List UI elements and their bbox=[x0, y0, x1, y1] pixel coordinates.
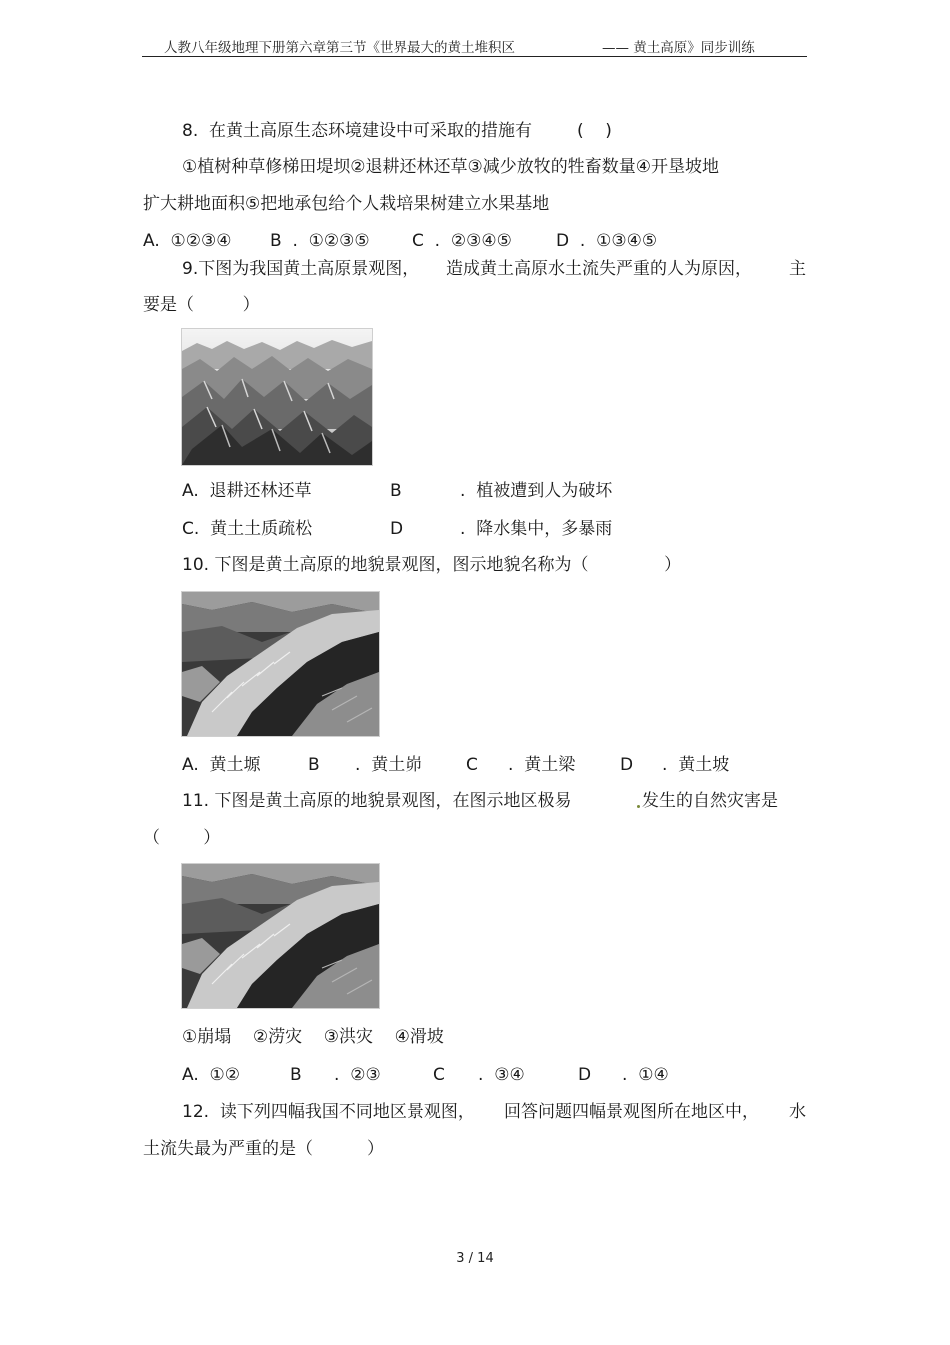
q9-option-c: C. 黄土土质疏松 bbox=[182, 519, 313, 539]
q8-option-c: C . ②③④⑤ bbox=[412, 231, 512, 251]
q10-stem: 10. 下图是黄土高原的地貌景观图，图示地貌名称为（ ） bbox=[182, 555, 682, 575]
q11-option-c-letter: C bbox=[433, 1065, 445, 1085]
q11-choice-items: ①崩塌 ②涝灾 ③洪灾 ④滑坡 bbox=[182, 1027, 444, 1047]
page-header bbox=[142, 34, 807, 57]
q9-option-d-letter: D bbox=[390, 519, 404, 539]
q9-option-a: A. 退耕还林还草 bbox=[182, 481, 312, 501]
q11-stem-part1: 11. 下图是黄土高原的地貌景观图，在图示地区极易 bbox=[182, 791, 572, 811]
q8-answer-paren: ( ) bbox=[577, 121, 612, 141]
q8-option-b: B . ①②③⑤ bbox=[270, 231, 370, 251]
q10-option-a: A. 黄土塬 bbox=[182, 755, 261, 775]
q10-option-d-text: . 黄土坡 bbox=[662, 755, 730, 775]
q9-option-b-letter: B bbox=[390, 481, 402, 501]
q11-option-a: A. ①② bbox=[182, 1065, 241, 1085]
q9-stem-part1: 9.下图为我国黄土高原景观图， bbox=[182, 259, 420, 279]
q11-option-b-letter: B bbox=[290, 1065, 302, 1085]
q8-option-a: A. ①②③④ bbox=[143, 231, 232, 251]
q8-option-d: D . ①③④⑤ bbox=[556, 231, 658, 251]
q9-option-b-text: . 植被遭到人为破坏 bbox=[460, 481, 613, 501]
q9-option-d-text: . 降水集中，多暴雨 bbox=[460, 519, 613, 539]
q11-option-c-text: . ③④ bbox=[478, 1065, 525, 1085]
header-title-right: —— 黄土高原》同步训练 bbox=[602, 40, 755, 56]
q8-stem: 8. 在黄土高原生态环境建设中可采取的措施有 bbox=[182, 121, 533, 141]
q12-line2: 土流失最为严重的是（ ） bbox=[143, 1139, 385, 1159]
page-number: 3 / 14 bbox=[456, 1251, 494, 1266]
q12-stem-part2: 回答问题四幅景观图所在地区中， bbox=[504, 1102, 759, 1122]
q10-option-d-letter: D bbox=[620, 755, 634, 775]
stray-mark bbox=[637, 805, 640, 808]
q9-stem-part2: 造成黄土高原水土流失严重的人为原因， bbox=[446, 259, 752, 279]
q12-stem-part3: 水 bbox=[789, 1102, 806, 1122]
q10-option-c-letter: C bbox=[466, 755, 478, 775]
q9-stem-part3: 主 bbox=[789, 259, 806, 279]
q12-stem-part1: 12. 读下列四幅我国不同地区景观图， bbox=[182, 1102, 475, 1122]
q11-option-d-text: . ①④ bbox=[622, 1065, 669, 1085]
q9-line2: 要是（ ） bbox=[143, 295, 260, 315]
header-title-left: 人教八年级地理下册第六章第三节《世界最大的黄土堆积区 bbox=[164, 40, 515, 56]
q8-line3: 扩大耕地面积⑤把地承包给个人栽培果树建立水果基地 bbox=[143, 194, 550, 214]
q11-line2: （ ） bbox=[143, 828, 221, 848]
loess-ridge-landform-photo bbox=[181, 591, 380, 737]
q10-option-b-letter: B bbox=[308, 755, 320, 775]
q11-stem-part2: 发生的自然灾害是 bbox=[642, 791, 778, 811]
q11-option-b-text: . ②③ bbox=[334, 1065, 381, 1085]
q8-line2: ①植树种草修梯田堤坝②退耕还林还草③减少放牧的牲畜数量④开垦坡地 bbox=[182, 157, 719, 177]
q10-option-b-text: . 黄土峁 bbox=[355, 755, 423, 775]
loess-plateau-landscape-photo bbox=[181, 328, 373, 466]
loess-landform-hazard-photo bbox=[181, 863, 380, 1009]
q11-option-d-letter: D bbox=[578, 1065, 592, 1085]
q10-option-c-text: . 黄土梁 bbox=[508, 755, 576, 775]
